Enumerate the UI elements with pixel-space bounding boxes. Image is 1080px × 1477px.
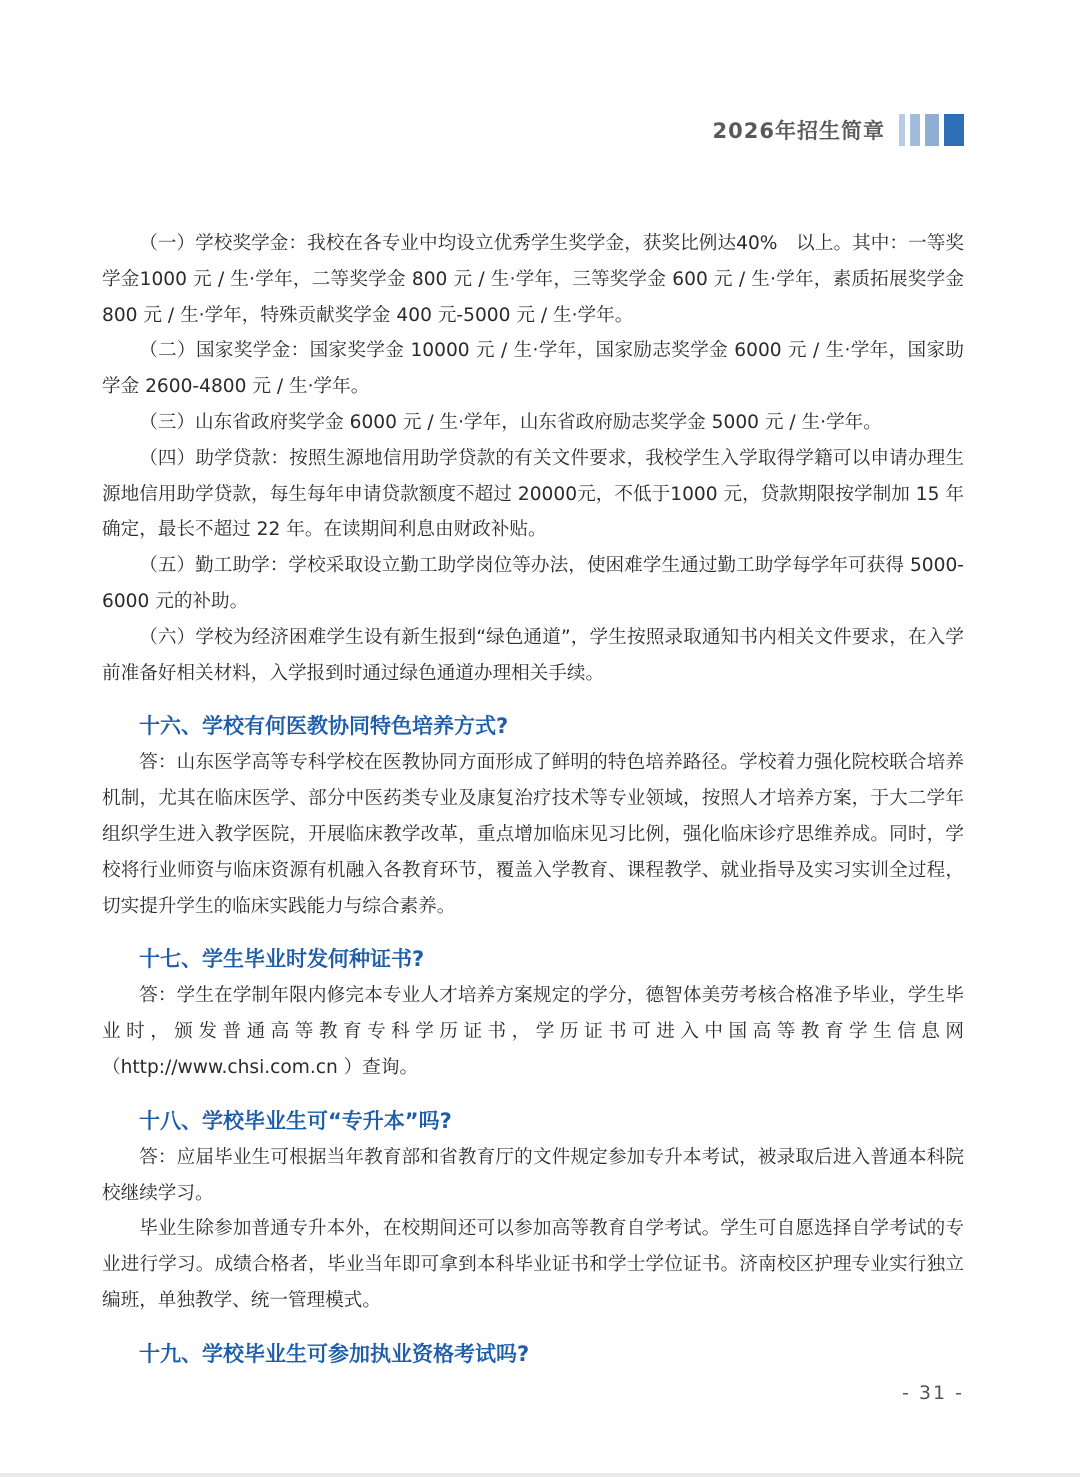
paragraph-work-study: （五）勤工助学：学校采取设立勤工助学岗位等办法，使困难学生通过勤工助学每学年可获得 5000-6000 元的补助。 [102, 555, 964, 612]
bottom-rule [0, 1473, 1080, 1477]
decoration-bar [899, 114, 905, 146]
section-heading-17: 十七、学生毕业时发何种证书? [139, 947, 425, 972]
page-content [102, 226, 964, 1373]
paragraph-scholarship-provincial: （三）山东省政府奖学金 6000 元 / 生·学年，山东省政府励志奖学金 5000 元 / 生·学年。 [139, 411, 882, 433]
answer-16: 答：山东医学高等专科学校在医教协同方面形成了鲜明的特色培养路径。学校着力强化院校联合培养机制，尤其在临床医学、部分中医药类专业及康复治疗技术等专业领域，按照人才培养方案，于大二学年组织学生进入教学医院，开展临床教学改革，重点增加临床见习比例，强化临床诊疗思维养成。同时，学校将行业师资与临床资源有机融入各教育环节，覆盖入学教育、课程教学、就业指导及实习实训全过程，切实提升学生的临床实践能力与综合素养。 [102, 752, 964, 917]
decoration-bar [925, 114, 939, 146]
header-decoration-bars [899, 114, 964, 146]
paragraph-scholarship-school: （一）学校奖学金：我校在各专业中均设立优秀学生奖学金，获奖比例达40% 以上。其中：一等奖学金1000 元 / 生·学年，二等奖学金 800 元 / 生·学年，三等奖学金 600 元 / 生·学年，素质拓展奖学金 800 元 / 生·学年，特殊贡献奖学金 400 元-5000 元 / 生·学年。 [102, 233, 964, 326]
decoration-bar-accent [944, 114, 964, 146]
paragraph-student-loan: （四）助学贷款：按照生源地信用助学贷款的有关文件要求，我校学生入学取得学籍可以申请办理生源地信用助学贷款，每生每年申请贷款额度不超过 20000元，不低于1000 元，贷款期限按学制加 15 年确定，最长不超过 22 年。在读期间利息由财政补贴。 [102, 447, 964, 541]
header-title: 2026年招生简章 [712, 119, 885, 143]
answer-17: 答：学生在学制年限内修完本专业人才培养方案规定的学分，德智体美劳考核合格准予毕业，学生毕业时，颁发普通高等教育专科学历证书，学历证书可进入中国高等教育学生信息网（http://www.chsi.com.cn ）查询。 [102, 985, 964, 1078]
page-header [713, 112, 964, 148]
paragraph-green-channel: （六）学校为经济困难学生设有新生报到“绿色通道”，学生按照录取通知书内相关文件要求，在入学前准备好相关材料，入学报到时通过绿色通道办理相关手续。 [102, 626, 964, 684]
answer-18-continued: 毕业生除参加普通专升本外，在校期间还可以参加高等教育自学考试。学生可自愿选择自学考试的专业进行学习。成绩合格者，毕业当年即可拿到本科毕业证书和学士学位证书。济南校区护理专业实行独立编班，单独教学、统一管理模式。 [102, 1218, 964, 1311]
section-heading-18: 十八、学校毕业生可“专升本”吗? [139, 1108, 452, 1133]
section-heading-16: 十六、学校有何医教协同特色培养方式? [139, 714, 509, 739]
answer-18: 答：应届毕业生可根据当年教育部和省教育厅的文件规定参加专升本考试，被录取后进入普通本科院校继续学习。 [102, 1146, 964, 1204]
decoration-bar [910, 114, 920, 146]
page-number: - 31 - [902, 1382, 964, 1404]
section-heading-19: 十九、学校毕业生可参加执业资格考试吗? [139, 1341, 530, 1366]
paragraph-scholarship-national: （二）国家奖学金：国家奖学金 10000 元 / 生·学年，国家励志奖学金 6000 元 / 生·学年，国家助学金 2600-4800 元 / 生·学年。 [102, 340, 964, 398]
